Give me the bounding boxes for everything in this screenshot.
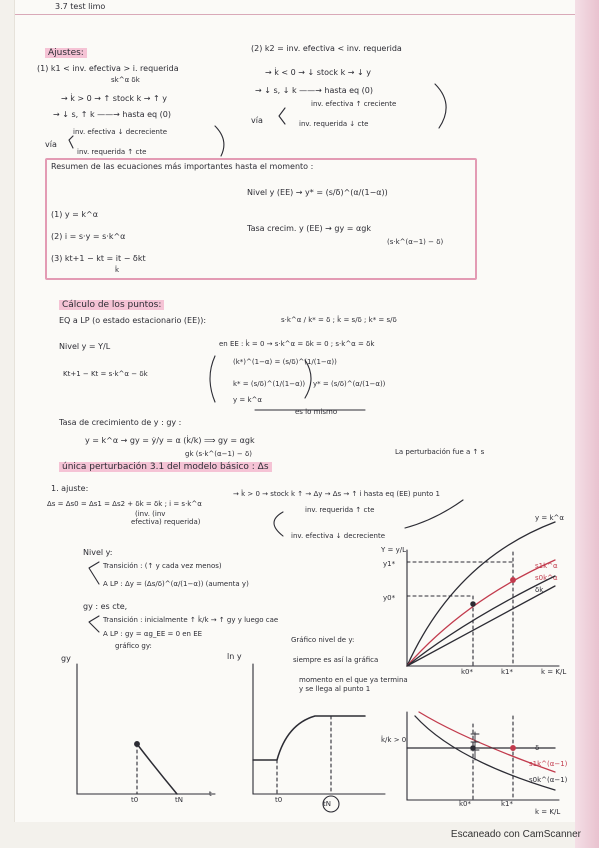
main-k0: k0*: [461, 668, 474, 676]
perturbacion-gy: gy : es cte,: [83, 602, 128, 611]
case1-line2: → ↓ s, ↑ k ——→ hasta eq (0): [53, 110, 172, 119]
resumen-right2-sub: (s·k^(α−1) − δ): [387, 238, 444, 246]
lny-curve: [253, 716, 365, 760]
calculo-brace-right: [305, 360, 311, 398]
gy-graph-axes: [77, 664, 215, 794]
resumen-eq3-sub: k̇: [115, 266, 120, 274]
lower-delta-label: δ: [535, 744, 540, 752]
lower-point-0: [471, 746, 475, 750]
nivel-bracket: [89, 562, 99, 584]
notebook-page: [14, 0, 575, 822]
perturbacion-inv: (inv. (inv: [135, 510, 166, 518]
perturbacion-note: La perturbación fue a ↑ s: [395, 448, 485, 456]
main-point-0: [471, 602, 475, 606]
case2-title: (2) k2 = inv. efectiva < inv. requerida: [251, 44, 402, 53]
main-y-axis: Y = y/L: [381, 546, 406, 554]
lny-t0-label: t0: [275, 796, 283, 804]
perturbacion-siempre: siempre es así la gráfica: [293, 656, 379, 664]
lower-s0-curve: [415, 716, 555, 790]
gy-axis-label: gy: [61, 654, 71, 663]
main-y1: y1*: [383, 560, 396, 568]
main-sk: s1k^α: [535, 562, 558, 570]
case2-line1: → k̇ < 0 → ↓ stock k → ↓ y: [265, 68, 371, 77]
gy-curve: [137, 744, 177, 794]
calculo-tasa3: gk (s·k^(α−1) − δ): [185, 450, 252, 458]
resumen-eq3: (3) kt+1 − kt = it − δkt: [51, 254, 146, 263]
calculo-tasa2: y = k^α → gy = ẏ/y = α (k̇/k) ⟹ gy = αgk: [85, 436, 255, 445]
perturbacion-branch2: inv. efectiva ↓ decreciente: [291, 532, 386, 540]
calculo-heading: Cálculo de los puntos:: [59, 300, 164, 310]
main-sk0: s0k^α: [535, 574, 558, 582]
resumen-right2: Tasa crecim. y (EE) → gy = αgk: [247, 224, 372, 233]
lower-kx-label: k = K/L: [535, 808, 561, 816]
case1-via1: inv. efectiva ↓ decreciente: [73, 128, 168, 136]
perturbacion-inv2: efectiva) requerida): [131, 518, 201, 526]
calculo-nivel: Nivel y = Y/L: [59, 342, 111, 351]
perturbacion-line1b: → k̇ > 0 → stock k ↑ → Δy → Δs → ↑ i hasta eq (EE) punto 1: [233, 490, 440, 498]
calculo-tasa: Tasa de crecimiento de y : gy :: [59, 418, 182, 427]
perturbacion-alp2: A LP : gy = αg_EE = 0 en EE: [103, 630, 203, 638]
case1-line1: → k̇ > 0 → ↑ stock k → ↑ y: [61, 94, 167, 103]
case2-via: vía: [251, 116, 263, 125]
perturbacion-alp: A LP : Δy = (Δs/δ)^(α/(1−α)) (aumenta y): [103, 580, 249, 588]
case1-via: vía: [45, 140, 57, 149]
calculo-ystar: y* = (s/δ)^(α/(1−α)): [313, 380, 386, 388]
gy-t-label: t: [209, 790, 212, 798]
calculo-lomismo: es lo mismo: [295, 408, 338, 416]
pert-branch-brace: [274, 512, 283, 536]
case1-brace: [215, 126, 224, 156]
lower-k0-label: k0*: [459, 800, 472, 808]
gy-t0-label: t0: [131, 796, 139, 804]
resumen-eq1: (1) y = k^α: [51, 210, 99, 219]
scanner-watermark: Escaneado con CamScanner: [450, 829, 581, 840]
perturbacion-momento: momento en el que ya termina y se llega al punto 1: [299, 676, 408, 693]
case1-title: (1) k1 < inv. efectiva > i. requerida: [37, 64, 179, 73]
calculo-enee: en EE : k̇ = 0 → s·k^α = δk = 0 ; s·k^α = δk: [219, 340, 375, 348]
perturbacion-trans2: Transición : inicialmente ↑ k̇/k → ↑ gy y luego cae: [103, 616, 279, 624]
perturbacion-branch1: inv. requerida ↑ cte: [305, 506, 375, 514]
main-top-label: y = k^α: [535, 514, 564, 522]
perturbacion-grafico-nivel: Gráfico nivel de y:: [291, 636, 355, 644]
ajustes-heading: Ajustes:: [45, 48, 87, 58]
main-point-1: [511, 578, 516, 583]
perturbacion-heading: única perturbación 3.1 del modelo básico : Δs: [59, 462, 272, 472]
lower-kdot-label: k̇/k > 0: [381, 736, 407, 744]
calculo-kstar: k* = (s/δ)^(1/(1−α)): [233, 380, 306, 388]
perturbacion-grafico: gráfico gy:: [115, 642, 152, 650]
lower-point-1: [511, 746, 516, 751]
case1-sub: sk^α δk: [111, 76, 140, 84]
perturbacion-nivel: Nivel y:: [83, 548, 113, 557]
main-k1: k1*: [501, 668, 514, 676]
lny-tn-label: tN: [323, 800, 331, 808]
lower-graph-axes: [407, 712, 559, 800]
case2-via1: inv. efectiva ↑ creciente: [311, 100, 397, 108]
calculo-brace-left: [210, 356, 215, 402]
pert-arrow-right: [405, 500, 463, 528]
main-kx: k = K/L: [541, 668, 567, 676]
lower-s1-label: s1k^(α−1): [529, 760, 568, 768]
sketches: [15, 0, 575, 822]
calculo-kt: Kt+1 − Kt = s·k^α − δk: [63, 370, 148, 378]
resumen-title: Resumen de las ecuaciones más importantes hasta el momento :: [51, 162, 314, 171]
perturbacion-line1: Δs = Δs0 = Δs1 = Δs2 + δk = δk ; i = s·k^α: [47, 500, 202, 508]
case2-via2: inv. requerida ↓ cte: [299, 120, 369, 128]
page-header: 3.7 test limo: [55, 2, 106, 11]
resumen-eq2: (2) i = s·y = s·k^α: [51, 232, 126, 241]
case2-line2: → ↓ s, ↓ k ——→ hasta eq (0): [255, 86, 374, 95]
calculo-kmid: (k*)^(1−α) = (s/δ)^(1/(1−α)): [233, 358, 337, 366]
perturbacion-lny: ln y: [227, 652, 242, 661]
case1-via2: inv. requerida ↑ cte: [77, 148, 147, 156]
notebook-edge: [575, 0, 599, 848]
main-yk-curve: [407, 522, 555, 666]
lower-k1-label: k1*: [501, 800, 514, 808]
lny-tn-circle: [323, 796, 339, 812]
resumen-right1: Nivel y (EE) → y* = (s/δ)^(α/(1−α)): [247, 188, 388, 197]
calculo-r1: s·k^α / k* = δ ; k̇ = s/δ ; k* = s/δ: [281, 316, 397, 324]
main-dk: δk: [535, 586, 544, 594]
lower-s1-curve: [419, 712, 555, 772]
calculo-ydef: y = k^α: [233, 396, 262, 404]
case2-brace: [435, 84, 446, 128]
gy-bracket: [89, 616, 99, 632]
gy-tn-label: tN: [175, 796, 183, 804]
case2-via-arrow: [279, 108, 285, 124]
case1-via-arrow: [69, 136, 73, 148]
calculo-eq: EQ a LP (o estado estacionario (EE)):: [59, 316, 207, 325]
perturbacion-ajuste: 1. ajuste:: [51, 484, 89, 493]
lny-graph-axes: [253, 664, 385, 794]
lower-s0-label: s0k^(α−1): [529, 776, 568, 784]
perturbacion-trans: Transición : (↑ y cada vez menos): [103, 562, 222, 570]
main-y0: y0*: [383, 594, 396, 602]
main-s0k-curve: [407, 576, 555, 666]
